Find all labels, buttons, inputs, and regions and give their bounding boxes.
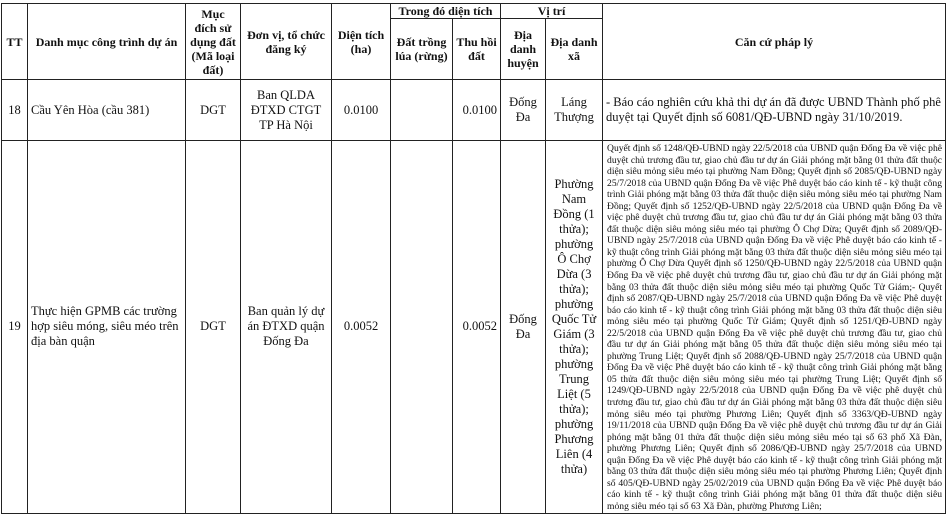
- row-unit: Ban quản lý dự án ĐTXD quận Đống Đa: [241, 141, 332, 514]
- row-tt: 19: [2, 141, 28, 514]
- row-purpose: DGT: [186, 80, 241, 141]
- header-group-in-area: Trong đó diện tích: [391, 4, 501, 19]
- row-district: Đống Đa: [501, 80, 546, 141]
- row-project: Cầu Yên Hòa (cầu 381): [28, 80, 186, 141]
- header-ward: Địa danh xã: [546, 19, 603, 80]
- row-recovered: 0.0052: [453, 141, 501, 514]
- row-legal-basis: Quyết định số 1248/QĐ-UBND ngày 22/5/2018 của UBND quận Đống Đa về việc phê duyệt chủ trương đầu tư, giao chủ đầu tư dự án Giải phóng mặt bằng 01 thửa đất thuộc diện siêu mỏng siêu méo tại phường Nam Đồng; Quyết định số 2085/QĐ-UBND ngày 25/7/2018 của UBND quận Đống Đa về việc Phê duyệt báo cáo kinh tế - kỹ thuật công trình Giải phóng mặt bằng 03 thửa đất thuộc diện siêu mỏng siêu méo tại phường Nam Đồng; Quyết định số 1252/QĐ-UBND ngày 22/5/2018 của UBND quận Đống Đa về việc phê duyệt chủ trương đầu tư, giao chủ đầu tư dự án Giải phóng mặt bằng 03 thửa đất thuộc diện siêu mỏng siêu méo tại phường Ô Chợ Dừa; Quyết định số 2089/QĐ-UBND ngày 25/7/2018 của UBND quận Đống Đa về việc Phê duyệt báo cáo kinh tế - kỹ thuật công trình Giải phóng mặt bằng 03 thửa đất thuộc diện siêu mỏng siêu méo tại phường Ô Chợ Dừa Quyết định số 1250/QĐ-UBND ngày 22/5/2018 của UBND quận Đống Đa về việc phê duyệt chủ trương đầu tư, giao chủ đầu tư dự án Giải phóng mặt bằng 03 thửa đất thuộc diện siêu mỏng siêu méo tại phường Quốc Tử Giám;- Quyết định số 2087/QĐ-UBND ngày 25/7/2018 của UBND quận Đống Đa về việc Phê duyệt báo cáo kinh tế - kỹ thuật công trình Giải phóng mặt bằng 03 thửa đất thuộc diện siêu mỏng siêu méo tại phường Quốc Tử Giám; Quyết định số 1251/QĐ-UBND ngày 22/5/2018 của UBND quận Đống Đa về việc phê duyệt chủ trương đầu tư, giao chủ đầu tư dự án Giải phóng mặt bằng 05 thửa đất thuộc diện siêu mỏng siêu méo tại phường Trung Liệt; Quyết định số 2088/QĐ-UBND ngày 25/7/2018 của UBND quận Đống Đa về việc Phê duyệt báo cáo kinh tế - kỹ thuật công trình Giải phóng mặt bằng 05 thửa đất thuộc diện siêu mỏng siêu méo tại phường Trung Liệt; Quyết định số 1249/QĐ-UBND ngày 22/5/2018 của UBND quận Đống Đa về việc phê duyệt chủ trương đầu tư, giao chủ đầu tư dự án Giải phóng mặt bằng 03 thửa đất thuộc diện siêu mỏng siêu méo tại phường Phương Liên; Quyết định số 3363/QĐ-UBND ngày 19/11/2018 của UBND quận Đống Đa về việc phê duyệt chủ trương đầu tư dự án Giải phóng mặt bằng 01 thửa đất thuộc diện siêu mỏng siêu méo tại số 63 phố Xã Đàn, phường Phương Liên; Quyết định số 2086/QĐ-UBND ngày 25/7/2018 của UBND quận Đống Đa về việc Phê duyệt báo cáo kinh tế - kỹ thuật công trình Giải phóng mặt bằng 03 thửa đất thuộc diện siêu mỏng siêu méo tại phường Phương Liên; Quyết định số 405/QĐ-UBND ngày 25/02/2019 của UBND quận Đống Đa về việc Phê duyệt báo cáo kinh tế - kỹ thuật công trình Giải phóng mặt bằng 01 thửa đất thuộc diện siêu mỏng siêu méo tại số 63 Xã Đàn, phường Phương Liên;: [603, 141, 946, 514]
- header-purpose: Mục đích sử dụng đất (Mã loại đất): [186, 4, 241, 80]
- row-tt: 18: [2, 80, 28, 141]
- header-recovered: Thu hồi đất: [453, 19, 501, 80]
- header-rice-land: Đất trồng lúa (rừng): [391, 19, 453, 80]
- table-row: [2, 141, 946, 514]
- row-district: Đống Đa: [501, 141, 546, 514]
- table-row: [2, 80, 946, 141]
- header-group-location: Vị trí: [501, 4, 603, 19]
- row-recovered: 0.0100: [453, 80, 501, 141]
- header-district: Địa danh huyện: [501, 19, 546, 80]
- header-unit: Đơn vị, tổ chức đăng ký: [241, 4, 332, 80]
- row-ward: Láng Thượng: [546, 80, 603, 141]
- row-rice-land: [391, 141, 453, 514]
- row-purpose: DGT: [186, 141, 241, 514]
- row-project: Thực hiện GPMB các trường hợp siêu móng, siêu méo trên địa bàn quận: [28, 141, 186, 514]
- land-use-table: [1, 3, 946, 514]
- header-legal-basis: Căn cứ pháp lý: [603, 4, 946, 80]
- row-area: 0.0100: [332, 80, 391, 141]
- row-legal-basis: - Báo cáo nghiên cứu khả thi dự án đã được UBND Thành phố phê duyệt tại Quyết định số 6081/QĐ-UBND ngày 31/10/2019.: [603, 80, 946, 141]
- header-tt: TT: [2, 4, 28, 80]
- row-ward: Phường Nam Đồng (1 thửa); phường Ô Chợ Dừa (3 thửa); phường Quốc Tử Giám (3 thửa); phường Trung Liệt (5 thửa); phường Phương Liên (4 thửa): [546, 141, 603, 514]
- header-project: Danh mục công trình dự án: [28, 4, 186, 80]
- row-rice-land: [391, 80, 453, 141]
- row-unit: Ban QLDA ĐTXD CTGT TP Hà Nội: [241, 80, 332, 141]
- header-area: Diện tích (ha): [332, 4, 391, 80]
- row-area: 0.0052: [332, 141, 391, 514]
